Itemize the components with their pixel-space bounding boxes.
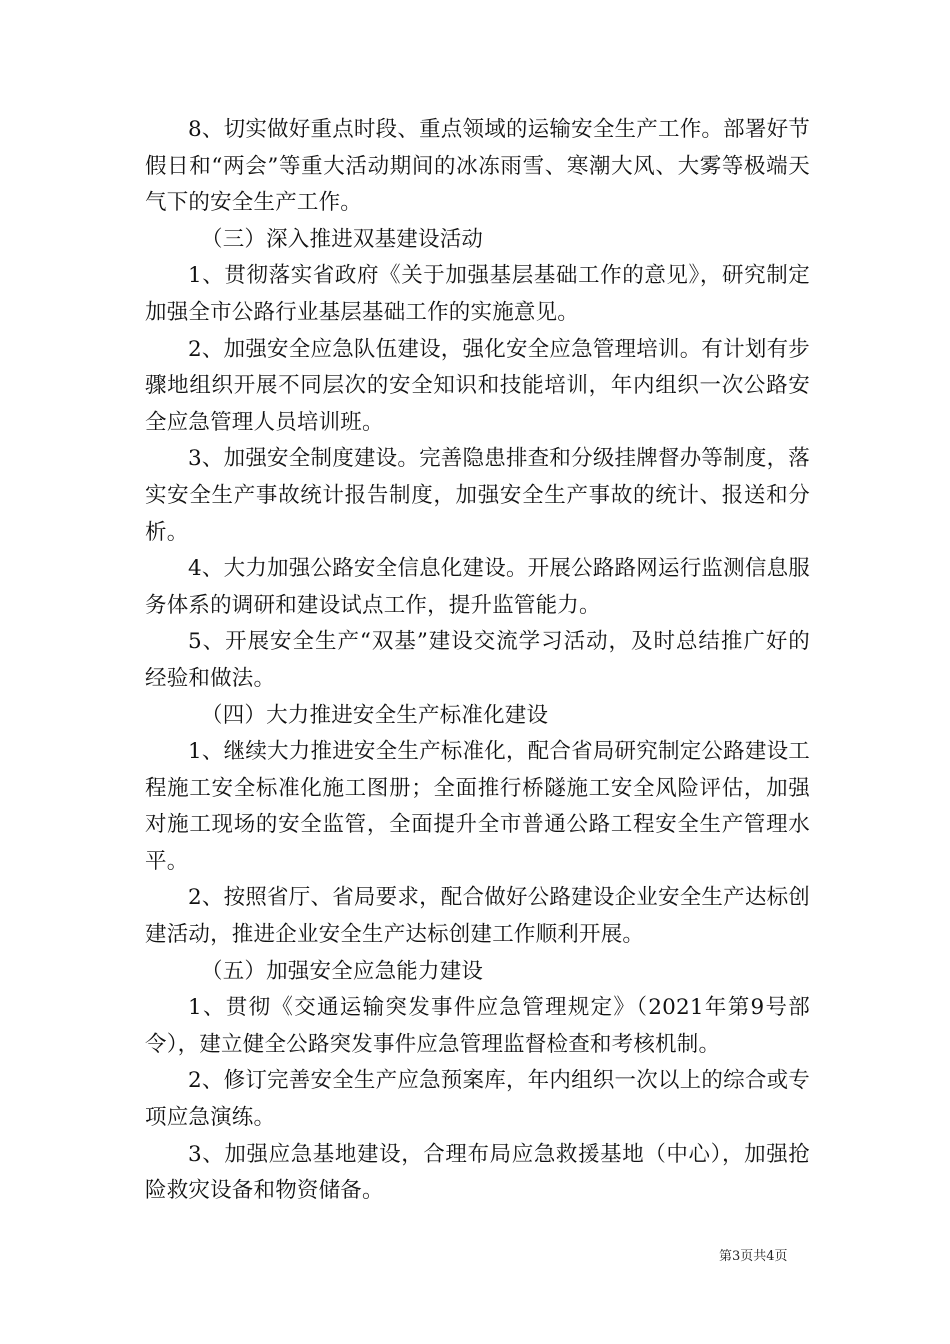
page-number-footer: 第3页共4页 — [719, 1249, 788, 1264]
paragraph-item-1: 1、继续大力推进安全生产标准化，配合省局研究制定公路建设工程施工安全标准化施工图册；全面推行桥隧施工安全风险评估，加强对施工现场的安全监管，全面提升全市普通公路工程安全生产管理水平。 — [145, 739, 810, 874]
paragraph-item-3: 3、加强应急基地建设，合理布局应急救援基地（中心），加强抢险救灾设备和物资储备。 — [145, 1141, 810, 1204]
paragraph-item-1: 1、贯彻落实省政府《关于加强基层基础工作的意见》，研究制定加强全市公路行业基层基础工作的实施意见。 — [145, 263, 810, 325]
paragraph-item-3: 3、加强安全制度建设。完善隐患排查和分级挂牌督办等制度，落实安全生产事故统计报告制度，加强安全生产事故的统计、报送和分析。 — [145, 446, 810, 545]
paragraph-item-8: 8、切实做好重点时段、重点领域的运输安全生产工作。部署好节假日和“两会”等重大活动期间的冰冻雨雪、寒潮大风、大雾等极端天气下的安全生产工作。 — [145, 117, 810, 216]
paragraph-item-2: 2、按照省厅、省局要求，配合做好公路建设企业安全生产达标创建活动，推进企业安全生产达标创建工作顺利开展。 — [145, 885, 810, 948]
paragraph-item-2: 2、修订完善安全生产应急预案库，年内组织一次以上的综合或专项应急演练。 — [145, 1068, 810, 1131]
paragraph-item-5: 5、开展安全生产“双基”建设交流学习活动，及时总结推广好的经验和做法。 — [145, 629, 810, 691]
section-heading-3: （三）深入推进双基建设活动 — [201, 226, 484, 252]
section-heading-4: （四）大力推进安全生产标准化建设 — [201, 702, 549, 728]
section-heading-5: （五）加强安全应急能力建设 — [201, 958, 484, 984]
paragraph-item-2: 2、加强安全应急队伍建设，强化安全应急管理培训。有计划有步骤地组织开展不同层次的安全知识和技能培训，年内组织一次公路安全应急管理人员培训班。 — [145, 336, 810, 435]
paragraph-item-4: 4、大力加强公路安全信息化建设。开展公路路网运行监测信息服务体系的调研和建设试点工作，提升监管能力。 — [145, 556, 810, 618]
paragraph-item-1: 1、贯彻《交通运输突发事件应急管理规定》（2021年第9号部令），建立健全公路突发事件应急管理监督检查和考核机制。 — [145, 995, 810, 1057]
document-body — [145, 112, 810, 1210]
